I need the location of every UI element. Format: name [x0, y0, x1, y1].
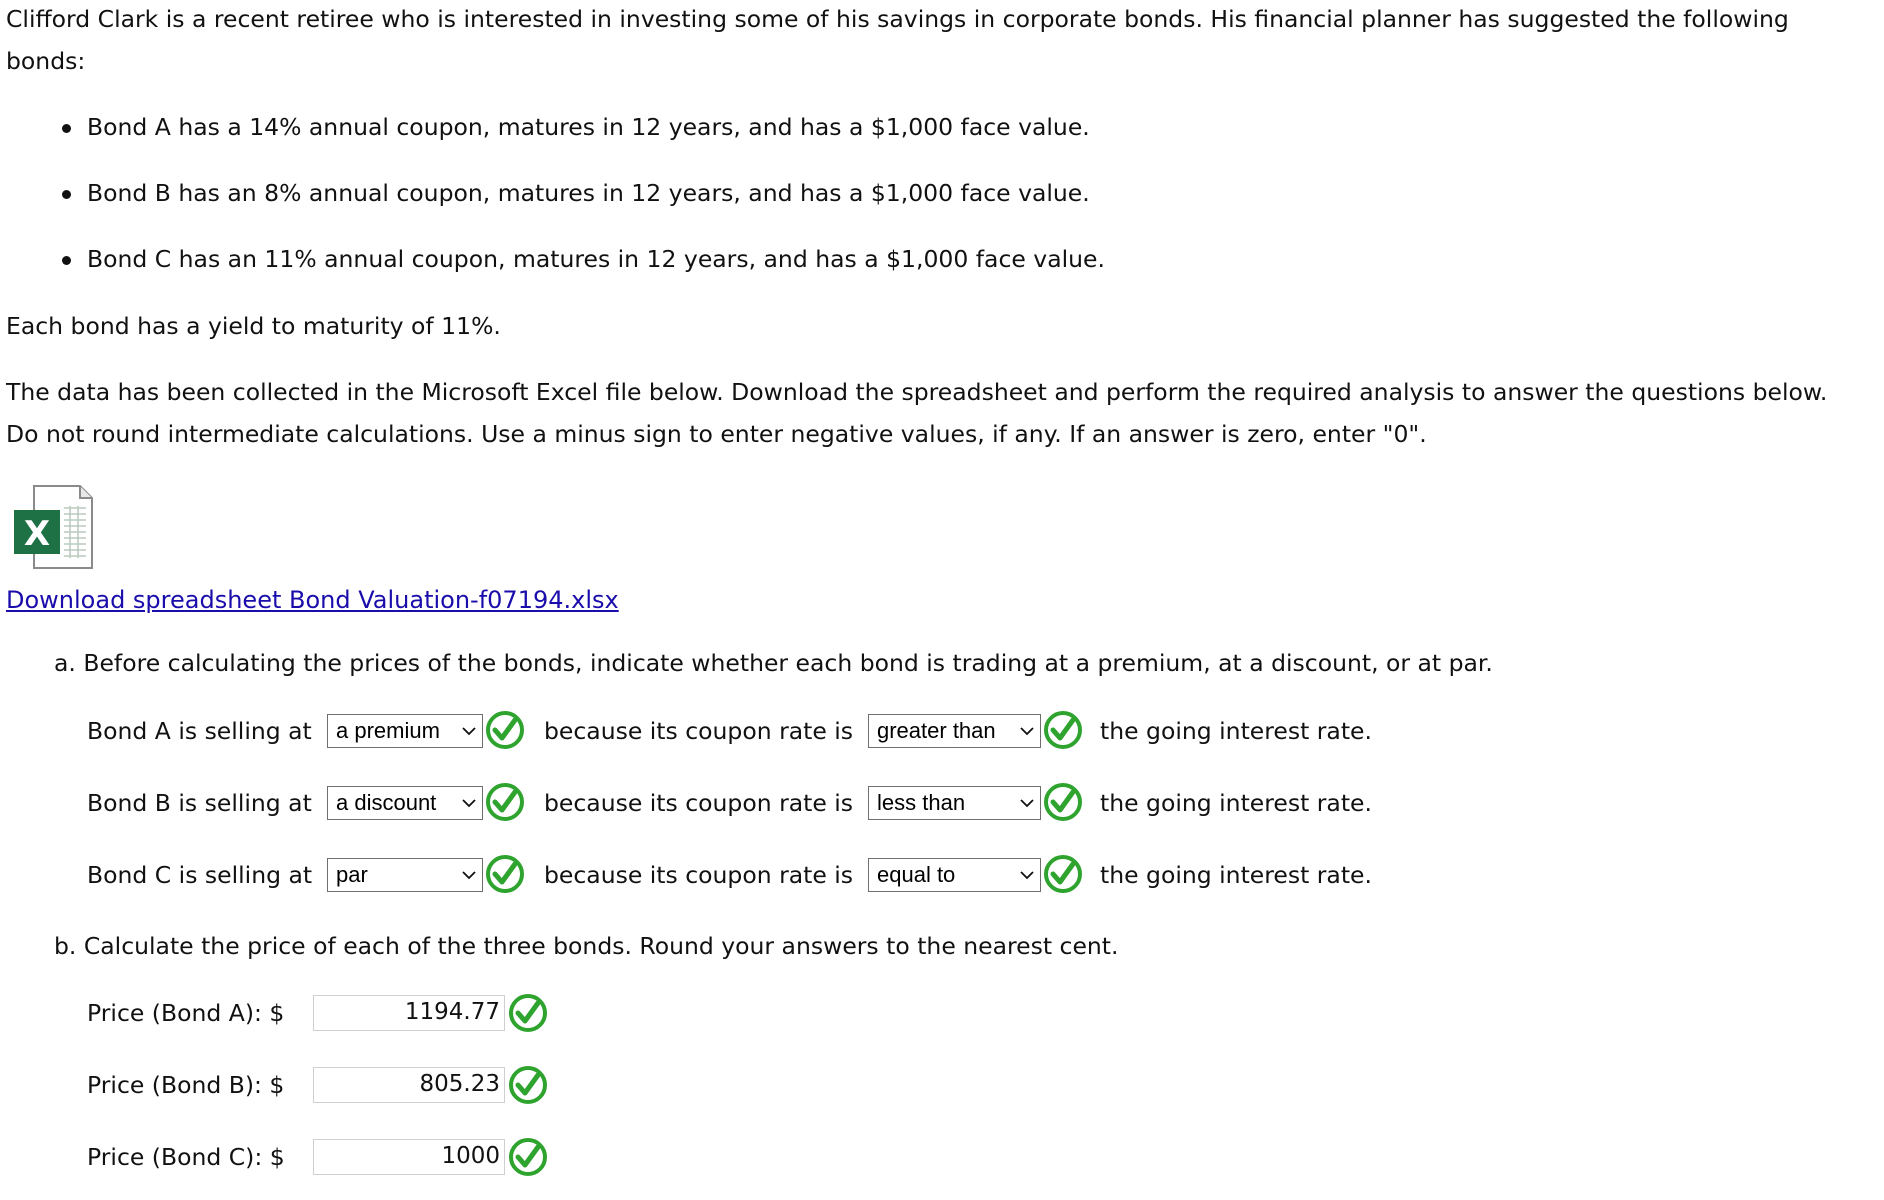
bond-b-rate-select[interactable] [868, 786, 1041, 820]
bond-a-rate-value: greater than [877, 718, 996, 743]
bond-b-selling-select[interactable] [327, 786, 483, 820]
bullet [62, 190, 71, 199]
part-b-question: b. Calculate the price of each of the three bonds. Round your answers to the nearest cent. [54, 932, 1119, 960]
bond-a-suffix: the going interest rate. [1100, 717, 1372, 745]
bond-b-rate-value: less than [877, 790, 966, 815]
check-circle-icon [485, 854, 525, 894]
bond-b-because: because its coupon rate is [544, 789, 854, 817]
check-circle-icon [508, 1065, 548, 1105]
check-circle-icon [508, 993, 548, 1033]
price-bond-c-label: Price (Bond C): $ [87, 1143, 285, 1171]
bond-a-selling-value: a premium [336, 718, 440, 743]
check-circle-icon [1043, 710, 1083, 750]
price-bond-c-input[interactable]: 1000 [313, 1139, 505, 1175]
excel-file-icon[interactable] [14, 484, 94, 570]
bond-b-selling-value: a discount [336, 790, 437, 815]
chevron-down-icon [461, 868, 477, 882]
bond-a-description: Bond A has a 14% annual coupon, matures in 12 years, and has a $1,000 face value. [87, 113, 1090, 141]
check-circle-icon [485, 782, 525, 822]
bond-c-selling-select[interactable] [327, 858, 483, 892]
intro-line-1: Clifford Clark is a recent retiree who is interested in investing some of his savings in corporate bonds. His financial planner has suggested the following [6, 5, 1789, 33]
chevron-down-icon [1019, 796, 1035, 810]
part-a-question: a. Before calculating the prices of the bonds, indicate whether each bond is trading at a premium, at a discount, or at par. [54, 649, 1493, 677]
bullet [62, 256, 71, 265]
check-circle-icon [485, 710, 525, 750]
bond-a-prefix: Bond A is selling at [87, 717, 312, 745]
price-bond-b-input[interactable]: 805.23 [313, 1067, 505, 1103]
instructions-line-2: Do not round intermediate calculations. Use a minus sign to enter negative values, if any. If an answer is zero, enter "0". [6, 420, 1427, 448]
bond-a-rate-select[interactable] [868, 714, 1041, 748]
excel-icon-letter: X [23, 514, 51, 554]
bond-c-selling-value: par [336, 862, 368, 887]
price-bond-a-label: Price (Bond A): $ [87, 999, 285, 1027]
bond-b-prefix: Bond B is selling at [87, 789, 312, 817]
bullet [62, 124, 71, 133]
bond-c-suffix: the going interest rate. [1100, 861, 1372, 889]
bond-b-suffix: the going interest rate. [1100, 789, 1372, 817]
download-spreadsheet-link[interactable]: Download spreadsheet Bond Valuation-f07194.xlsx [6, 586, 619, 614]
bond-c-rate-value: equal to [877, 862, 956, 887]
chevron-down-icon [1019, 868, 1035, 882]
bond-c-prefix: Bond C is selling at [87, 861, 313, 889]
intro-line-2: bonds: [6, 47, 86, 75]
chevron-down-icon [461, 796, 477, 810]
price-bond-a-input[interactable]: 1194.77 [313, 995, 505, 1031]
bond-a-because: because its coupon rate is [544, 717, 854, 745]
bond-a-selling-select[interactable] [327, 714, 483, 748]
bond-c-description: Bond C has an 11% annual coupon, matures in 12 years, and has a $1,000 face value. [87, 245, 1105, 273]
ytm-statement: Each bond has a yield to maturity of 11%. [6, 312, 501, 340]
chevron-down-icon [1019, 724, 1035, 738]
bond-c-because: because its coupon rate is [544, 861, 854, 889]
price-bond-b-label: Price (Bond B): $ [87, 1071, 285, 1099]
bond-c-rate-select[interactable] [868, 858, 1041, 892]
bond-b-description: Bond B has an 8% annual coupon, matures in 12 years, and has a $1,000 face value. [87, 179, 1090, 207]
instructions-line-1: The data has been collected in the Microsoft Excel file below. Download the spreadsheet and perform the required analysis to answer the questions below. [6, 378, 1828, 406]
chevron-down-icon [461, 724, 477, 738]
check-circle-icon [1043, 854, 1083, 894]
check-circle-icon [508, 1137, 548, 1177]
check-circle-icon [1043, 782, 1083, 822]
